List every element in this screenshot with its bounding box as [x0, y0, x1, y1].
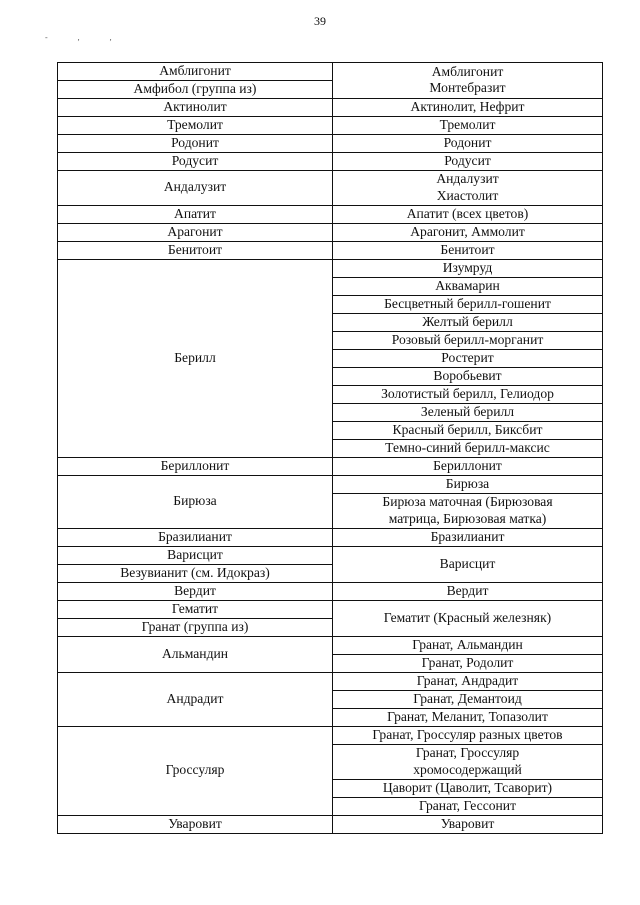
- gem-name: Темно-синий берилл-максис: [385, 439, 550, 455]
- gem-name-cell: [333, 636, 603, 654]
- table-row: [58, 528, 603, 546]
- gem-name-cell: [333, 116, 603, 134]
- mineral-name: Андалузит: [163, 179, 227, 195]
- gem-name-cell: [333, 421, 603, 439]
- gem-name-cell: [333, 546, 603, 582]
- gem-name: Гематит (Красный железняк): [383, 609, 552, 625]
- gem-name-cell: [333, 241, 603, 259]
- gem-name: Бирюза маточная (Бирюзовая: [382, 493, 553, 509]
- gem-name-cell: [333, 313, 603, 331]
- gem-name: Гранат, Гроссуляр разных цветов: [372, 726, 563, 742]
- mineral-name-cell: [58, 134, 333, 152]
- gem-name-cell: [333, 600, 603, 636]
- gem-name-cell: [333, 331, 603, 349]
- gem-name: Андалузит: [436, 170, 499, 186]
- gem-name: матрица, Бирюзовая матка): [388, 510, 547, 526]
- gem-name: Гранат, Родолит: [421, 654, 514, 670]
- gem-name-cell: [333, 654, 603, 672]
- gem-name: Тремолит: [439, 116, 496, 132]
- gem-name-cell: [333, 779, 603, 797]
- gem-name-cell: [333, 815, 603, 833]
- mineral-name: Амфибол (группа из): [58, 80, 332, 98]
- gem-name: Бесцветный берилл-гошенит: [384, 295, 551, 311]
- mineral-name: Берилл: [174, 349, 216, 365]
- gem-name-cell: [333, 403, 603, 421]
- gem-name: Розовый берилл-морганит: [391, 331, 544, 347]
- gem-name: Бирюза: [445, 475, 490, 491]
- mineral-name-cell: [58, 457, 333, 475]
- gem-name: Родонит: [443, 134, 492, 150]
- table-row: [58, 170, 603, 205]
- gem-name-cell: [333, 277, 603, 295]
- scan-artifacts: - , ,: [45, 33, 126, 42]
- mineral-name-cell: [58, 259, 333, 457]
- table-row: [58, 600, 603, 636]
- gem-name-cell: [333, 259, 603, 277]
- gem-name-cell: [333, 457, 603, 475]
- mineral-name: Вердит: [174, 582, 216, 598]
- gem-name-cell: [333, 223, 603, 241]
- page-number: 39: [314, 14, 326, 28]
- mineral-name-cell: [58, 116, 333, 134]
- gem-name-cell: [333, 170, 603, 205]
- mineral-name: Гроссуляр: [165, 762, 225, 778]
- mineral-name-cell: [58, 672, 333, 726]
- gem-name: Гранат, Гроссуляр: [415, 744, 520, 760]
- gem-name-cell: [333, 528, 603, 546]
- gem-name-cell: [333, 349, 603, 367]
- gem-name-cell: [333, 744, 603, 779]
- mineral-name-cell: [58, 205, 333, 223]
- mineral-name: Апатит: [174, 205, 216, 221]
- gem-name: Изумруд: [442, 259, 493, 275]
- gem-name: Аквамарин: [435, 277, 500, 293]
- mineral-name-cell: [58, 528, 333, 546]
- gem-name: Арагонит, Аммолит: [410, 223, 525, 239]
- table-row: [58, 815, 603, 833]
- table-row: [58, 636, 603, 654]
- gem-name: хромосодержащий: [413, 761, 522, 777]
- gem-name: Цаворит (Цаволит, Тсаворит): [382, 779, 553, 795]
- table-row: [58, 116, 603, 134]
- table-row: [58, 241, 603, 259]
- mineral-name: Актинолит: [163, 98, 227, 114]
- mineral-name-cell: [58, 636, 333, 672]
- table-row: [58, 134, 603, 152]
- gem-name: Варисцит: [439, 555, 496, 571]
- gem-name-cell: [333, 63, 603, 99]
- gem-name-cell: [333, 582, 603, 600]
- gem-name-cell: [333, 205, 603, 223]
- gem-name-cell: [333, 726, 603, 744]
- gem-name: Апатит (всех цветов): [406, 205, 529, 221]
- gem-name-cell: [333, 439, 603, 457]
- mineral-name: Тремолит: [167, 116, 223, 132]
- gem-name: Родусит: [444, 152, 491, 168]
- gem-name-cell: [333, 134, 603, 152]
- table-row: [58, 726, 603, 744]
- mineral-name-cell: [58, 815, 333, 833]
- table-row: [58, 546, 603, 582]
- mineral-name-cell: [58, 223, 333, 241]
- gem-name: Красный берилл, Биксбит: [392, 421, 543, 437]
- gem-name: Бериллонит: [433, 457, 502, 473]
- gem-name-cell: [333, 152, 603, 170]
- gem-name: Гранат, Альмандин: [412, 636, 523, 652]
- mineral-name: Родусит: [171, 152, 219, 168]
- gem-name: Бенитоит: [440, 241, 495, 257]
- gem-name: Гранат, Гессонит: [418, 797, 517, 813]
- gem-name: Гранат, Меланит, Топазолит: [387, 708, 548, 724]
- mineral-name: Родонит: [171, 134, 219, 150]
- table-row: [58, 259, 603, 277]
- gem-name-cell: [333, 385, 603, 403]
- mineral-name-group: [58, 63, 332, 98]
- gem-name-cell: [333, 797, 603, 815]
- mineral-name-group: [58, 601, 332, 636]
- gem-name: Золотистый берилл, Гелиодор: [381, 385, 554, 401]
- mineral-name: Андрадит: [166, 690, 224, 706]
- gem-name-cell: [333, 493, 603, 528]
- mineral-name: Амблигонит: [159, 63, 231, 78]
- gem-name-cell: [333, 690, 603, 708]
- mineral-name: Гематит: [171, 600, 219, 616]
- gem-name: Гранат, Андрадит: [416, 672, 519, 688]
- mineral-name: Везувианит (см. Идокраз): [58, 564, 332, 582]
- gem-name: Монтебразит: [429, 80, 506, 96]
- table-row: [58, 582, 603, 600]
- table-row: [58, 63, 603, 99]
- mineral-name-cell: [58, 98, 333, 116]
- minerals-table-body: [58, 63, 603, 834]
- gem-name: Воробьевит: [433, 367, 502, 383]
- mineral-name: Бразилианит: [158, 528, 232, 544]
- gem-name-cell: [333, 475, 603, 493]
- table-row: [58, 475, 603, 493]
- gem-name: Ростерит: [441, 349, 494, 365]
- mineral-name: Бериллонит: [160, 457, 230, 473]
- gem-name-cell: [333, 98, 603, 116]
- mineral-name: Уваровит: [168, 815, 222, 831]
- table-row: [58, 223, 603, 241]
- table-row: [58, 672, 603, 690]
- gem-name: Бразилианит: [430, 528, 505, 544]
- mineral-name-cell: [58, 475, 333, 528]
- mineral-name-cell: [58, 63, 333, 99]
- mineral-name-cell: [58, 600, 333, 636]
- gem-name: Желтый берилл: [422, 313, 513, 329]
- gem-name: Зеленый берилл: [420, 403, 515, 419]
- gem-name: Актинолит, Нефрит: [410, 98, 525, 114]
- minerals-table: [57, 62, 603, 834]
- mineral-name: Бирюза: [173, 493, 217, 509]
- gem-name-cell: [333, 708, 603, 726]
- gem-name: Гранат, Демантоид: [413, 690, 522, 706]
- gem-name: Вердит: [446, 582, 489, 598]
- mineral-name-cell: [58, 726, 333, 815]
- table-row: [58, 205, 603, 223]
- table-row: [58, 457, 603, 475]
- mineral-name-cell: [58, 152, 333, 170]
- gem-name: Хиастолит: [436, 187, 499, 203]
- mineral-name-cell: [58, 582, 333, 600]
- mineral-name: Варисцит: [167, 546, 223, 562]
- gem-name-cell: [333, 672, 603, 690]
- gem-name: Уваровит: [440, 815, 495, 831]
- mineral-name-cell: [58, 241, 333, 259]
- gem-name: Амблигонит: [431, 63, 504, 79]
- mineral-name: Гранат (группа из): [58, 618, 332, 636]
- mineral-name-group: [58, 547, 332, 582]
- mineral-name-cell: [58, 546, 333, 582]
- table-row: [58, 152, 603, 170]
- mineral-name: Арагонит: [167, 223, 223, 239]
- mineral-name: Бенитоит: [167, 241, 223, 257]
- mineral-name: Альмандин: [161, 645, 229, 661]
- gem-name-cell: [333, 295, 603, 313]
- gem-name-cell: [333, 367, 603, 385]
- table-row: [58, 98, 603, 116]
- mineral-name-cell: [58, 170, 333, 205]
